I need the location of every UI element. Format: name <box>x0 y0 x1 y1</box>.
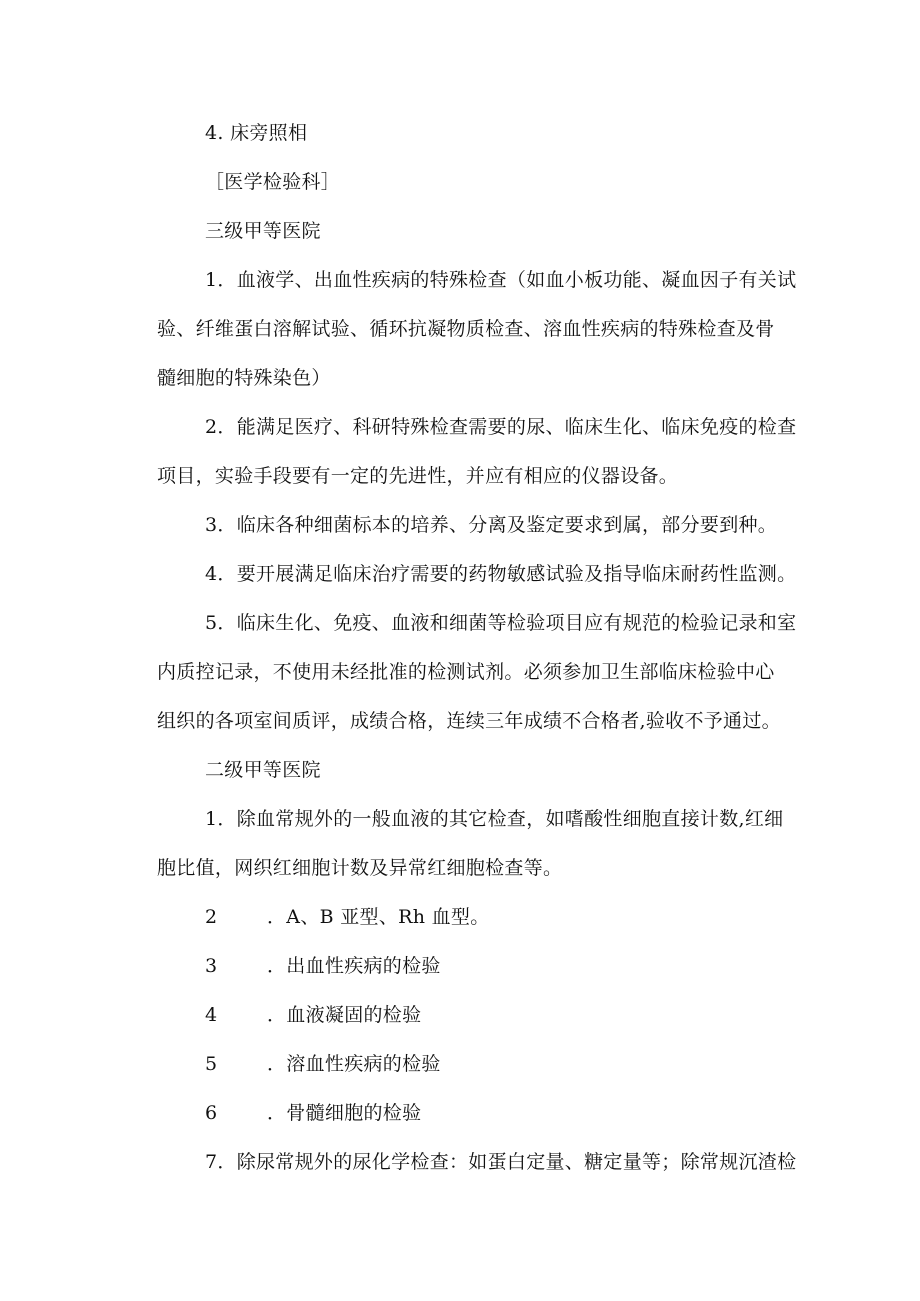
hospital-level-heading: 三级甲等医院 <box>205 220 321 242</box>
paragraph-line: 验、纤维蛋白溶解试验、循环抗凝物质检查、溶血性疾病的特殊检查及骨 <box>157 318 775 340</box>
paragraph-line: 项目，实验手段要有一定的先进性，并应有相应的仪器设备。 <box>157 465 679 487</box>
paragraph-line: 内质控记录，不使用未经批准的检测试剂。必须参加卫生部临床检验中心 <box>157 661 775 683</box>
paragraph-line: 1．除血常规外的一般血液的其它检查，如嗜酸性细胞直接计数,红细 <box>205 808 784 830</box>
hospital-level-heading: 二级甲等医院 <box>205 759 321 781</box>
item-text: ．血液凝固的检验 <box>267 1004 422 1026</box>
paragraph-line: 3．临床各种细菌标本的培养、分离及鉴定要求到属，部分要到种。 <box>205 514 778 536</box>
numbered-item <box>205 1003 421 1027</box>
paragraph-line: 髓细胞的特殊染色） <box>157 367 331 389</box>
item-text: ．A、B 亚型、Rh 血型。 <box>267 906 490 928</box>
item-number: 5 <box>205 1053 218 1075</box>
paragraph-line: 1．血液学、出血性疾病的特殊检查（如血小板功能、凝血因子有关试 <box>205 269 797 291</box>
item-text: ．溶血性疾病的检验 <box>267 1053 441 1075</box>
item-text: ．出血性疾病的检验 <box>267 955 441 977</box>
paragraph-line: 5．临床生化、免疫、血液和细菌等检验项目应有规范的检验记录和室 <box>205 612 797 634</box>
item-number: 4 <box>205 1004 218 1026</box>
section-heading-lab: ［医学检验科］ <box>205 171 341 193</box>
item-bedside-photography: 4. 床旁照相 <box>205 122 308 144</box>
paragraph-line: 2．能满足医疗、科研特殊检查需要的尿、临床生化、临床免疫的检查 <box>205 416 797 438</box>
numbered-item <box>205 954 441 978</box>
paragraph-line: 组织的各项室间质评，成绩合格，连续三年成绩不合格者,验收不予通过。 <box>157 710 781 732</box>
paragraph-line: 胞比值，网织红细胞计数及异常红细胞检查等。 <box>157 857 563 879</box>
item-number: 2 <box>205 906 218 928</box>
item-text: ．骨髓细胞的检验 <box>267 1102 422 1124</box>
numbered-item <box>205 1052 441 1076</box>
paragraph-line: 4．要开展满足临床治疗需要的药物敏感试验及指导临床耐药性监测。 <box>205 563 797 585</box>
numbered-item <box>205 1101 421 1125</box>
item-number: 6 <box>205 1102 218 1124</box>
paragraph-line: 7．除尿常规外的尿化学检查：如蛋白定量、糖定量等；除常规沉渣检 <box>205 1151 797 1173</box>
numbered-item <box>205 905 490 929</box>
item-number: 3 <box>205 955 218 977</box>
